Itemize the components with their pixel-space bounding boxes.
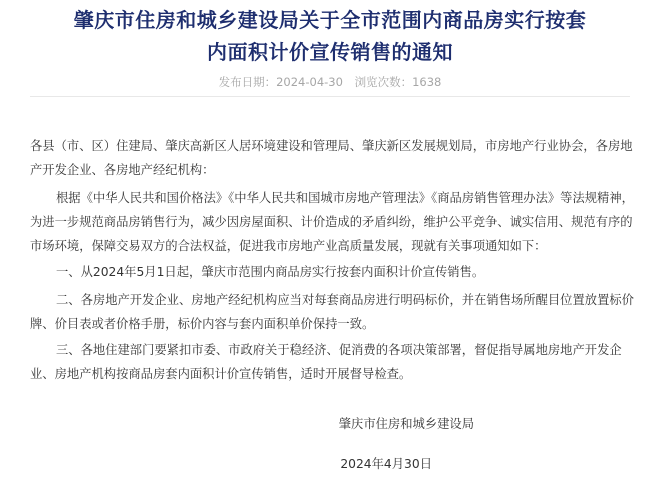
item1-text: 一、从2024年5月1日起，肇庆市范围内商品房实行按套内面积计价宣传销售。: [56, 265, 485, 279]
signature: 肇庆市住房和城乡建设局: [338, 417, 474, 431]
item1-paragraph: [30, 260, 640, 284]
signature-date: 2024年4月30日: [340, 457, 432, 471]
notice-title-line1: 肇庆市住房和城乡建设局关于全市范围内商品房实行按套: [73, 8, 587, 32]
article-meta: [0, 74, 660, 90]
view-count-label: 浏览次数：: [354, 75, 413, 89]
intro-text: 根据《中华人民共和国价格法》《中华人民共和国城市房地产管理法》《商品房销售管理办法》等法规精神，为进一步规范商品房销售行为，减少因房屋面积、计价造成的矛盾纠纷，维护公平竞争、诚实信用、规范有序的市场环境，保障交易双方的合法权益，促进我市房地产业高质量发展，现就有关事项通知如下：: [30, 191, 634, 253]
item2-text: 二、各房地产开发企业、房地产经纪机构应当对每套商品房进行明码标价，并在销售场所醒目位置放置标价牌、价目表或者价格手册，标价内容与套内面积单价保持一致。: [30, 293, 634, 331]
publish-date-label: 发布日期：: [218, 75, 277, 89]
meta-divider: [30, 96, 630, 97]
addressee-text: 各县（市、区）住建局、肇庆高新区人居环境建设和管理局、肇庆新区发展规划局，市房地产行业协会，各房地产开发企业、各房地产经纪机构：: [30, 139, 633, 177]
item3-paragraph: [30, 338, 640, 386]
view-count: [355, 75, 442, 89]
publish-date-value: 2024-04-30: [276, 75, 343, 89]
view-count-value: 1638: [412, 75, 442, 89]
publish-date: [219, 75, 343, 89]
notice-title-line2: 内面积计价宣传销售的通知: [207, 40, 453, 64]
addressee-paragraph: [30, 134, 640, 182]
item2-paragraph: [30, 288, 640, 336]
intro-paragraph: [30, 186, 640, 258]
item3-text: 三、各地住建部门要紧扣市委、市政府关于稳经济、促消费的各项决策部署，督促指导属地房地产开发企业、房地产机构按商品房套内面积计价宣传销售，适时开展督导检查。: [30, 343, 622, 381]
